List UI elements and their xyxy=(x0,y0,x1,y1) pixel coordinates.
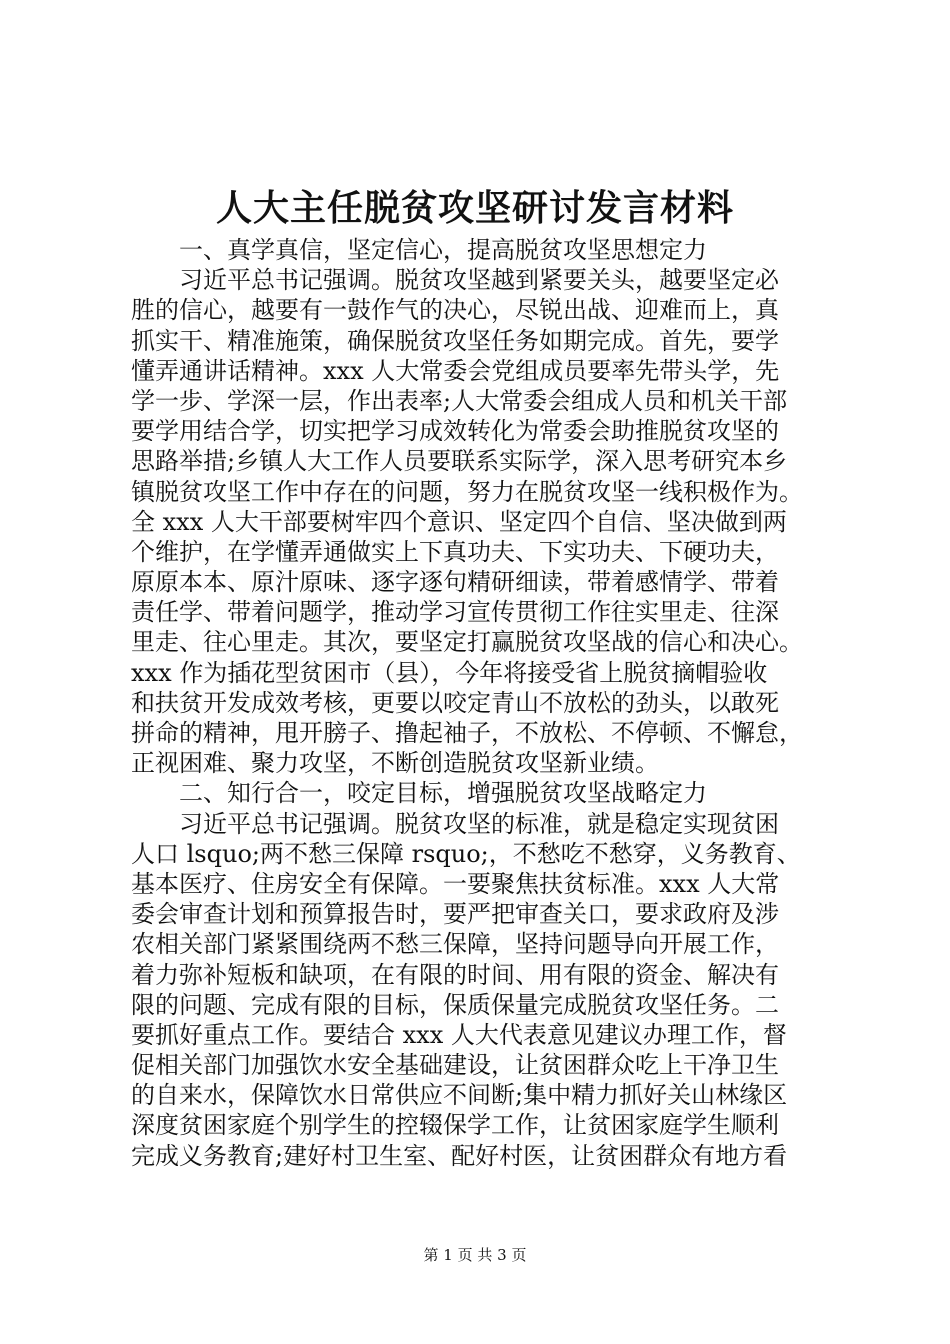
text-line: 人口 lsquo;两不愁三保障 rsquo;，不愁吃不愁穿，义务教育、 xyxy=(131,839,801,868)
text-line: 抓实干、精准施策，确保脱贫攻坚任务如期完成。首先，要学 xyxy=(131,326,779,355)
text-line: 委会审查计划和预算报告时，要严把审查关口，要求政府及涉 xyxy=(131,900,779,929)
text-line: 促相关部门加强饮水安全基础建设，让贫困群众吃上干净卫生 xyxy=(131,1051,779,1080)
text-line: 一、真学真信，坚定信心，提高脱贫攻坚思想定力 xyxy=(131,236,707,264)
text-line: xxx 作为插花型贫困市（县），今年将接受省上脱贫摘帽验收 xyxy=(131,658,768,687)
text-line: 着力弥补短板和缺项，在有限的时间、用有限的资金、解决有 xyxy=(131,960,779,989)
text-line: 完成义务教育;建好村卫生室、配好村医，让贫困群众有地方看 xyxy=(131,1141,788,1170)
text-line: 原原本本、原汁原味、逐字逐句精研细读，带着感情学、带着 xyxy=(131,568,779,597)
text-line: 习近平总书记强调。脱贫攻坚越到紧要关头，越要坚定必 xyxy=(131,266,779,295)
text-line: 要学用结合学，切实把学习成效转化为常委会助推脱贫攻坚的 xyxy=(131,417,779,446)
text-line: 胜的信心，越要有一鼓作气的决心，尽锐出战、迎难而上，真 xyxy=(131,296,779,325)
text-line: 二、知行合一，咬定目标，增强脱贫攻坚战略定力 xyxy=(131,779,707,808)
text-line: 正视困难、聚力攻坚，不断创造脱贫攻坚新业绩。 xyxy=(131,749,659,778)
text-line: 和扶贫开发成效考核，更要以咬定青山不放松的劲头，以敢死 xyxy=(131,688,779,717)
text-line: 习近平总书记强调。脱贫攻坚的标准，就是稳定实现贫困 xyxy=(131,809,779,838)
text-line: 要抓好重点工作。要结合 xxx 人大代表意见建议办理工作，督 xyxy=(131,1020,787,1049)
text-line: 懂弄通讲话精神。xxx 人大常委会党组成员要率先带头学，先 xyxy=(131,356,780,385)
text-line: 的自来水，保障饮水日常供应不间断;集中精力抓好关山林缘区 xyxy=(131,1081,788,1110)
document-body xyxy=(131,235,851,1171)
text-line: 责任学、带着问题学，推动学习宣传贯彻工作往实里走、往深 xyxy=(131,598,779,627)
text-line: 基本医疗、住房安全有保障。一要聚焦扶贫标准。xxx 人大常 xyxy=(131,869,780,898)
text-line: 全 xxx 人大干部要树牢四个意识、坚定四个自信、坚决做到两 xyxy=(131,507,787,536)
text-line: 个维护，在学懂弄通做实上下真功夫、下实功夫、下硬功夫， xyxy=(131,537,779,566)
text-line: 农相关部门紧紧围绕两不愁三保障，坚持问题导向开展工作， xyxy=(131,930,779,959)
text-line: 学一步、学深一层，作出表率;人大常委会组成人员和机关干部 xyxy=(131,386,788,415)
text-line: 镇脱贫攻坚工作中存在的问题，努力在脱贫攻坚一线积极作为。 xyxy=(131,477,803,506)
text-line: 拼命的精神，甩开膀子、撸起袖子，不放松、不停顿、不懈怠， xyxy=(131,719,803,747)
text-line: 限的问题、完成有限的目标，保质保量完成脱贫攻坚任务。二 xyxy=(131,990,779,1019)
text-line: 深度贫困家庭个别学生的控辍保学工作，让贫困家庭学生顺利 xyxy=(131,1111,779,1140)
text-line: 里走、往心里走。其次，要坚定打赢脱贫攻坚战的信心和决心。 xyxy=(131,628,803,657)
page-footer: 第 1 页 共 3 页 xyxy=(423,1246,527,1264)
document-title: 人大主任脱贫攻坚研讨发言材料 xyxy=(215,187,734,229)
text-line: 思路举措;乡镇人大工作人员要联系实际学，深入思考研究本乡 xyxy=(131,447,788,476)
